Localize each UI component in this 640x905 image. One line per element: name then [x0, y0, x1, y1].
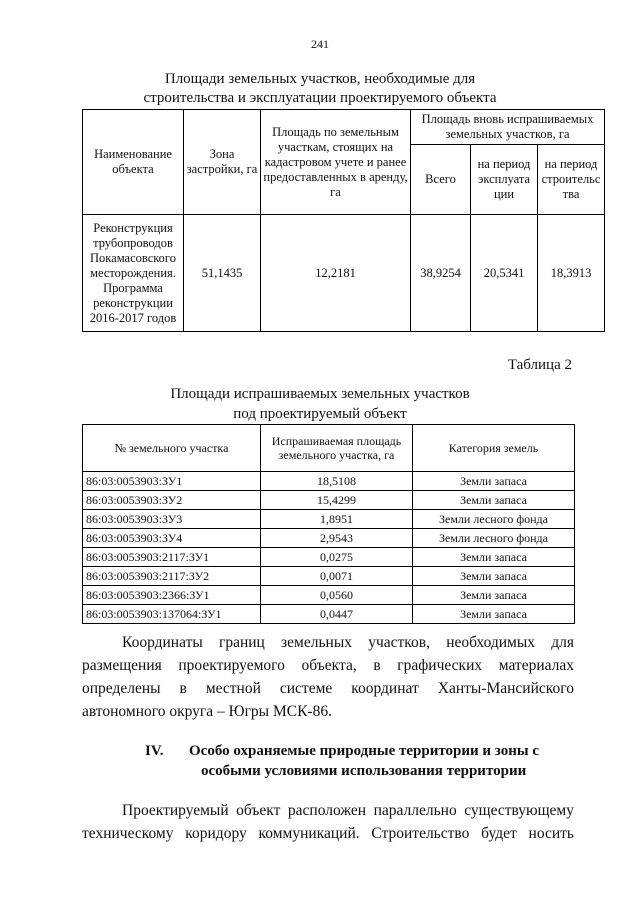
category-cell: Земли запаса: [413, 472, 575, 491]
table2-title-line2: под проектируемый объект: [233, 406, 407, 422]
paragraph-line: техническому коридору коммуникаций. Строительство будет носить: [82, 825, 574, 842]
table-row: [83, 605, 575, 624]
area-cell: 1,8951: [261, 510, 413, 529]
area-cell: 15,4299: [261, 491, 413, 510]
category-cell: Земли запаса: [413, 586, 575, 605]
category-cell: Земли запаса: [413, 605, 575, 624]
table2-title-line1: Площади испрашиваемых земельных участков: [170, 386, 470, 402]
table-row: [83, 529, 575, 548]
category-cell: Земли лесного фонда: [413, 510, 575, 529]
object-name-cell: Реконструкция трубопроводов Покамасовского месторождения. Программа реконструкции 2016-2017 годов: [83, 215, 184, 332]
category-cell: Земли запаса: [413, 491, 575, 510]
header-registered-area: Площадь по земельным участкам, стоящих на кадастровом учете и ранее предоставленных в аренду, га: [261, 110, 411, 215]
header-construction-period: на период строительс тва: [538, 145, 605, 215]
plot-cell: 86:03:0053903:2117:ЗУ2: [83, 567, 261, 586]
area-cell: 0,0560: [261, 586, 413, 605]
plot-cell: 86:03:0053903:ЗУ2: [83, 491, 261, 510]
header-building-zone: Зона застройки, га: [184, 110, 261, 215]
section-title-line1: Особо охраняемые природные территории и зоны с: [189, 743, 539, 759]
header-land-category: Категория земель: [413, 425, 575, 472]
section-number: IV.: [145, 743, 164, 759]
table-row: [83, 548, 575, 567]
area-cell: 0,0071: [261, 567, 413, 586]
operation-cell: 20,5341: [471, 215, 538, 332]
plot-cell: 86:03:0053903:2366:ЗУ1: [83, 586, 261, 605]
header-operation-period: на период эксплуата ции: [471, 145, 538, 215]
plot-cell: 86:03:0053903:ЗУ4: [83, 529, 261, 548]
category-cell: Земли запаса: [413, 548, 575, 567]
category-cell: Земли лесного фонда: [413, 529, 575, 548]
registered-cell: 12,2181: [261, 215, 411, 332]
area-cell: 18,5108: [261, 472, 413, 491]
paragraph-line: размещения проектируемого объекта, в графических материалах: [82, 657, 574, 674]
page-number: 241: [311, 37, 329, 51]
table-row: [83, 567, 575, 586]
land-area-table: [82, 109, 605, 332]
header-requested-area: Площадь вновь испрашиваемых земельных участков, га: [411, 110, 605, 145]
table2-title: [0, 384, 640, 424]
table2-label: Таблица 2: [507, 357, 572, 373]
zone-cell: 51,1435: [184, 215, 261, 332]
requested-plots-table: [82, 424, 575, 624]
plot-cell: 86:03:0053903:ЗУ3: [83, 510, 261, 529]
header-object-name: Наименование объекта: [83, 110, 184, 215]
construction-cell: 18,3913: [538, 215, 605, 332]
paragraph-line: Координаты границ земельных участков, необходимых для: [122, 634, 574, 651]
header-total: Всего: [411, 145, 471, 215]
header-plot-number: № земельного участка: [83, 425, 261, 472]
header-requested-area: Испрашиваемая площадь земельного участка, га: [261, 425, 413, 472]
table-row: [83, 491, 575, 510]
table1-title-line2: строительства и эксплуатации проектируемого объекта: [143, 90, 497, 106]
table1-title: [0, 70, 640, 108]
total-cell: 38,9254: [411, 215, 471, 332]
plot-cell: 86:03:0053903:137064:ЗУ1: [83, 605, 261, 624]
paragraph-line: определены в местной системе координат Ханты-Мансийского: [82, 680, 574, 697]
plot-cell: 86:03:0053903:ЗУ1: [83, 472, 261, 491]
table-row: [83, 215, 605, 332]
paragraph-line: автономного округа – Югры МСК-86.: [82, 703, 332, 720]
area-cell: 0,0447: [261, 605, 413, 624]
paragraph-line: Проектируемый объект расположен параллельно существующему: [122, 802, 574, 819]
table1-title-line1: Площади земельных участков, необходимые для: [164, 71, 476, 87]
area-cell: 2,9543: [261, 529, 413, 548]
table-row: [83, 510, 575, 529]
category-cell: Земли запаса: [413, 567, 575, 586]
plot-cell: 86:03:0053903:2117:ЗУ1: [83, 548, 261, 567]
area-cell: 0,0275: [261, 548, 413, 567]
section-title-line2: особыми условиями использования территории: [201, 763, 527, 779]
table-row: [83, 472, 575, 491]
table-row: [83, 586, 575, 605]
